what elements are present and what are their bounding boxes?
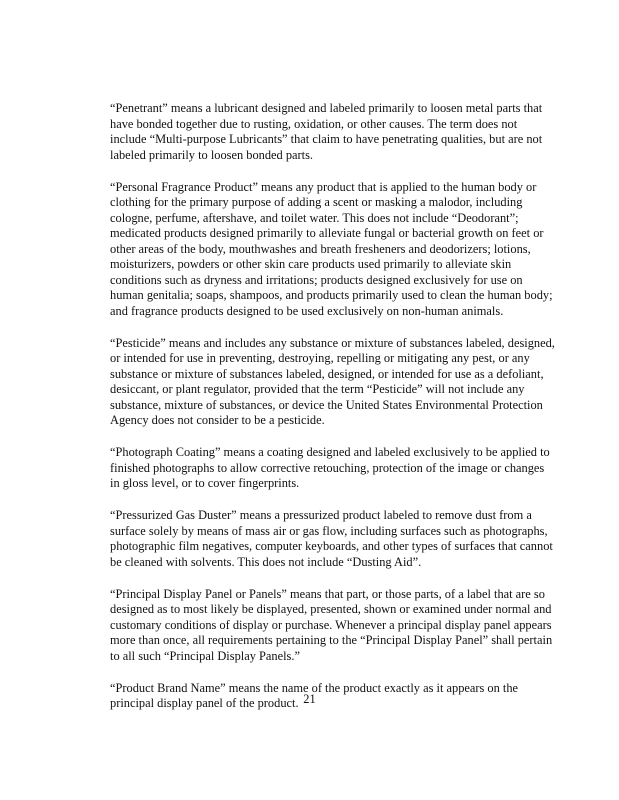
text-line: designed as to most likely be displayed, presented, shown or examined under normal and [110,602,552,616]
definition-paragraph-principal-display-panel-or-panels [110,586,553,665]
text-line: “Photograph Coating” means a coating designed and labeled exclusively to be applied to [110,445,550,459]
text-line: substance, mixture of substances, or device the United States Environmental Protection [110,397,543,412]
text-line: finished photographs to allow corrective retouching, protection of the image or changes [110,460,545,475]
text-line: photographic film negatives, computer keyboards, and other types of surfaces that cannot [110,539,553,553]
text-line: in gloss level, or to cover fingerprints. [110,476,300,490]
text-line: more than once, all requirements pertaining to the “Principal Display Panel” shall pertain [110,633,553,647]
text-line: have bonded together due to rusting, oxidation, or other causes. The term does not [110,116,518,131]
text-line: substance or mixture of substances labeled, designed, or intended for use as a defoliant, [110,366,544,381]
definition-paragraph-pesticide [110,335,555,429]
text-line: Agency does not consider to be a pesticide. [110,413,325,427]
text-line: medicated products designed primarily to alleviate fungal or bacterial growth on feet or [110,226,544,240]
text-line: be cleaned with solvents. This does not include “Dusting Aid”. [110,554,422,569]
text-line: principal display panel of the product. [110,696,299,710]
page-number: 21 [303,692,316,706]
text-line: moisturizers, powders or other skin care products used primarily to alleviate skin [110,257,512,271]
definition-paragraph-personal-fragrance-product [110,179,553,320]
text-line: surface solely by means of mass air or gas flow, including surfaces such as photographs, [110,523,548,538]
text-line: “Product Brand Name” means the name of the product exactly as it appears on the [110,680,519,695]
definition-paragraph-photograph-coating [110,445,550,492]
text-line: to all such “Principal Display Panels.” [110,648,300,663]
text-line: cologne, perfume, aftershave, and toilet water. This does not include “Deodorant”; [110,210,519,225]
text-line: other areas of the body, mouthwashes and breath fresheners and deodorizers; lotions, [110,241,531,256]
text-line: human genitalia; soaps, shampoos, and products primarily used to clean the human body; [110,288,553,302]
document-body [110,101,555,728]
text-line: labeled primarily to loosen bonded parts. [110,147,314,162]
text-line: customary conditions of display or purchase. Whenever a principal display panel appears [110,617,552,632]
text-line: “Pressurized Gas Duster” means a pressurized product labeled to remove dust from a [110,508,532,522]
text-line: and fragrance products designed to be used exclusively on non-human animals. [110,303,504,318]
text-line: or intended for use in preventing, destroying, repelling or mitigating any pest, or any [110,351,530,365]
text-line: “Personal Fragrance Product” means any product that is applied to the human body or [110,179,537,194]
text-line: “Pesticide” means and includes any substance or mixture of substances labeled, designed, [110,335,555,350]
text-line: conditions such as dryness and irritations; products designed exclusively for use on [110,272,523,287]
text-line: include “Multi-purpose Lubricants” that claim to have penetrating qualities, but are not [110,132,543,146]
text-line: clothing for the primary purpose of adding a scent or masking a malodor, including [110,195,523,209]
definition-paragraph-pressurized-gas-duster [110,508,553,570]
definition-paragraph-penetrant [110,101,543,163]
text-line: desiccant, or plant regulator, provided that the term “Pesticide” will not include any [110,382,525,396]
text-line: “Penetrant” means a lubricant designed and labeled primarily to loosen metal parts that [110,101,543,115]
text-line: “Principal Display Panel or Panels” means that part, or those parts, of a label that are so [110,586,545,601]
